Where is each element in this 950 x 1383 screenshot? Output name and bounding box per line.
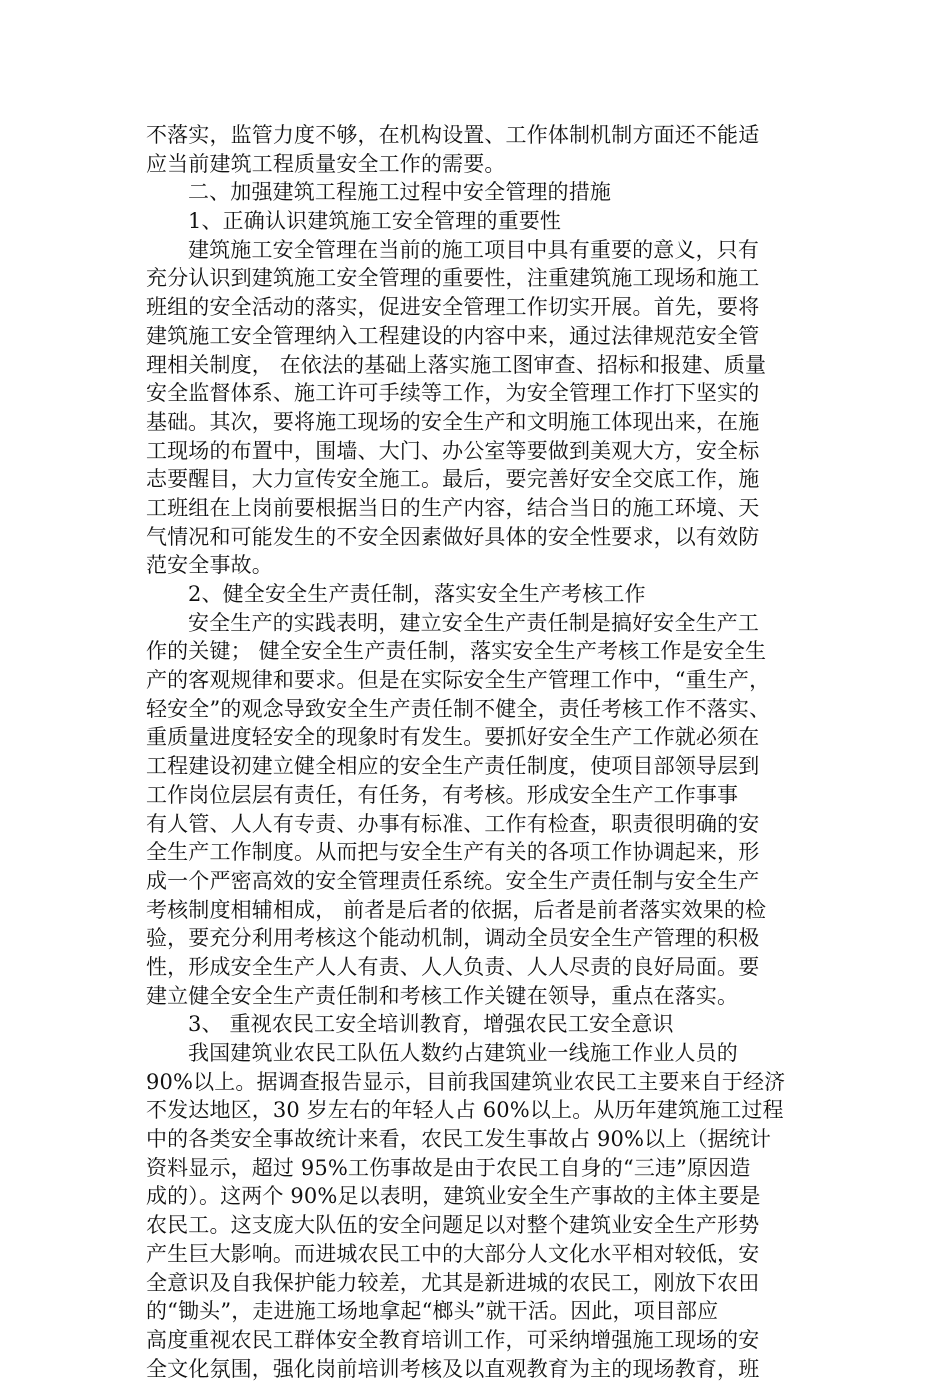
text-line: 产生巨大影响。而进城农民工中的大部分人文化水平相对较低，安 — [146, 1241, 760, 1266]
document-body — [146, 121, 806, 1383]
text-line: 高度重视农民工群体安全教育培训工作，可采纳增强施工现场的安 — [146, 1327, 760, 1352]
text-line: 重质量进度轻安全的现象时有发生。要抓好安全生产工作就必须在 — [146, 725, 760, 750]
text-line: 范安全事故。 — [146, 553, 273, 578]
text-line: 工程建设初建立健全相应的安全生产责任制度，使项目部领导层到 — [146, 754, 760, 779]
text-line: 基础。其次，要将施工现场的安全生产和文明施工体现出来，在施 — [146, 409, 760, 434]
text-line: 应当前建筑工程质量安全工作的需要。 — [146, 151, 506, 176]
text-line: 建筑施工安全管理纳入工程建设的内容中来，通过法律规范安全管 — [146, 323, 760, 348]
text-line: 性，形成安全生产人人有责、人人负责、人人尽责的良好局面。要 — [146, 954, 760, 979]
text-line: 的“锄头”，走进施工场地拿起“榔头”就干活。因此，项目部应 — [146, 1299, 719, 1324]
text-line: 建立健全安全生产责任制和考核工作关键在领导，重点在落实。 — [146, 983, 739, 1008]
text-line: 中的各类安全事故统计来看，农民工发生事故占 90%以上（据统计 — [146, 1127, 771, 1152]
text-line: 工现场的布置中，围墙、大门、办公室等要做到美观大方，安全标 — [146, 438, 760, 463]
text-line: 安全监督体系、施工许可手续等工作，为安全管理工作打下坚实的 — [146, 381, 760, 406]
text-line: 不落实，监管力度不够，在机构设置、工作体制机制方面还不能适 — [146, 123, 760, 147]
text-line: 全意识及自我保护能力较差，尤其是新进城的农民工，刚放下农田 — [146, 1270, 760, 1295]
text-line: 90%以上。据调查报告显示，目前我国建筑业农民工主要来自于经济 — [146, 1069, 786, 1094]
text-line: 轻安全”的观念导致安全生产责任制不健全，责任考核工作不落实、 — [146, 696, 771, 721]
text-line: 班组的安全活动的落实，促进安全管理工作切实开展。首先，要将 — [146, 295, 760, 320]
text-line: 农民工。这支庞大队伍的安全问题足以对整个建筑业安全生产形势 — [146, 1213, 760, 1238]
text-line: 志要醒目，大力宣传安全施工。最后，要完善好安全交底工作，施 — [146, 467, 760, 492]
text-line: 成一个严密高效的安全管理责任系统。安全生产责任制与安全生产 — [146, 868, 760, 893]
text-line: 验，要充分利用考核这个能动机制，调动全员安全生产管理的积极 — [146, 926, 760, 951]
text-line: 建筑施工安全管理在当前的施工项目中具有重要的意义，只有 — [188, 237, 760, 262]
text-line: 资料显示，超过 95%工伤事故是由于农民工自身的“三违”原因造 — [146, 1155, 751, 1180]
text-line: 理相关制度， 在依法的基础上落实施工图审查、招标和报建、质量 — [146, 352, 767, 377]
text-line: 作的关键； 健全安全生产责任制，落实安全生产考核工作是安全生 — [146, 639, 767, 664]
text-line: 工班组在上岗前要根据当日的生产内容，结合当日的施工环境、天 — [146, 495, 760, 520]
text-line: 成的）。这两个 90%足以表明，建筑业安全生产事故的主体主要是 — [146, 1184, 761, 1209]
text-line: 1、正确认识建筑施工安全管理的重要性 — [188, 209, 562, 234]
text-line: 全文化氛围，强化岗前培训考核及以直观教育为主的现场教育，班 — [146, 1356, 760, 1381]
text-line: 考核制度相辅相成， 前者是后者的依据，后者是前者落实效果的检 — [146, 897, 767, 922]
text-line: 我国建筑业农民工队伍人数约占建筑业一线施工作业人员的 — [188, 1041, 738, 1065]
text-line: 有人管、人人有专责、办事有标准、工作有检查，职责很明确的安 — [146, 811, 760, 836]
text-line: 2、健全安全生产责任制，落实安全生产考核工作 — [188, 582, 646, 606]
text-line: 充分认识到建筑施工安全管理的重要性，注重建筑施工现场和施工 — [146, 266, 760, 291]
text-line: 气情况和可能发生的不安全因素做好具体的安全性要求，以有效防 — [146, 524, 760, 549]
text-line: 不发达地区，30 岁左右的年轻人占 60%以上。从历年建筑施工过程 — [146, 1098, 784, 1123]
text-line: 安全生产的实践表明，建立安全生产责任制是搞好安全生产工 — [188, 610, 760, 635]
text-line: 二、加强建筑工程施工过程中安全管理的措施 — [188, 180, 611, 205]
text-line: 产的客观规律和要求。但是在实际安全生产管理工作中，“重生产， — [146, 668, 771, 693]
text-line: 工作岗位层层有责任，有任务，有考核。形成安全生产工作事事 — [146, 782, 739, 807]
text-line: 3、 重视农民工安全培训教育，增强农民工安全意识 — [188, 1012, 674, 1037]
text-line: 全生产工作制度。从而把与安全生产有关的各项工作协调起来，形 — [146, 840, 760, 865]
